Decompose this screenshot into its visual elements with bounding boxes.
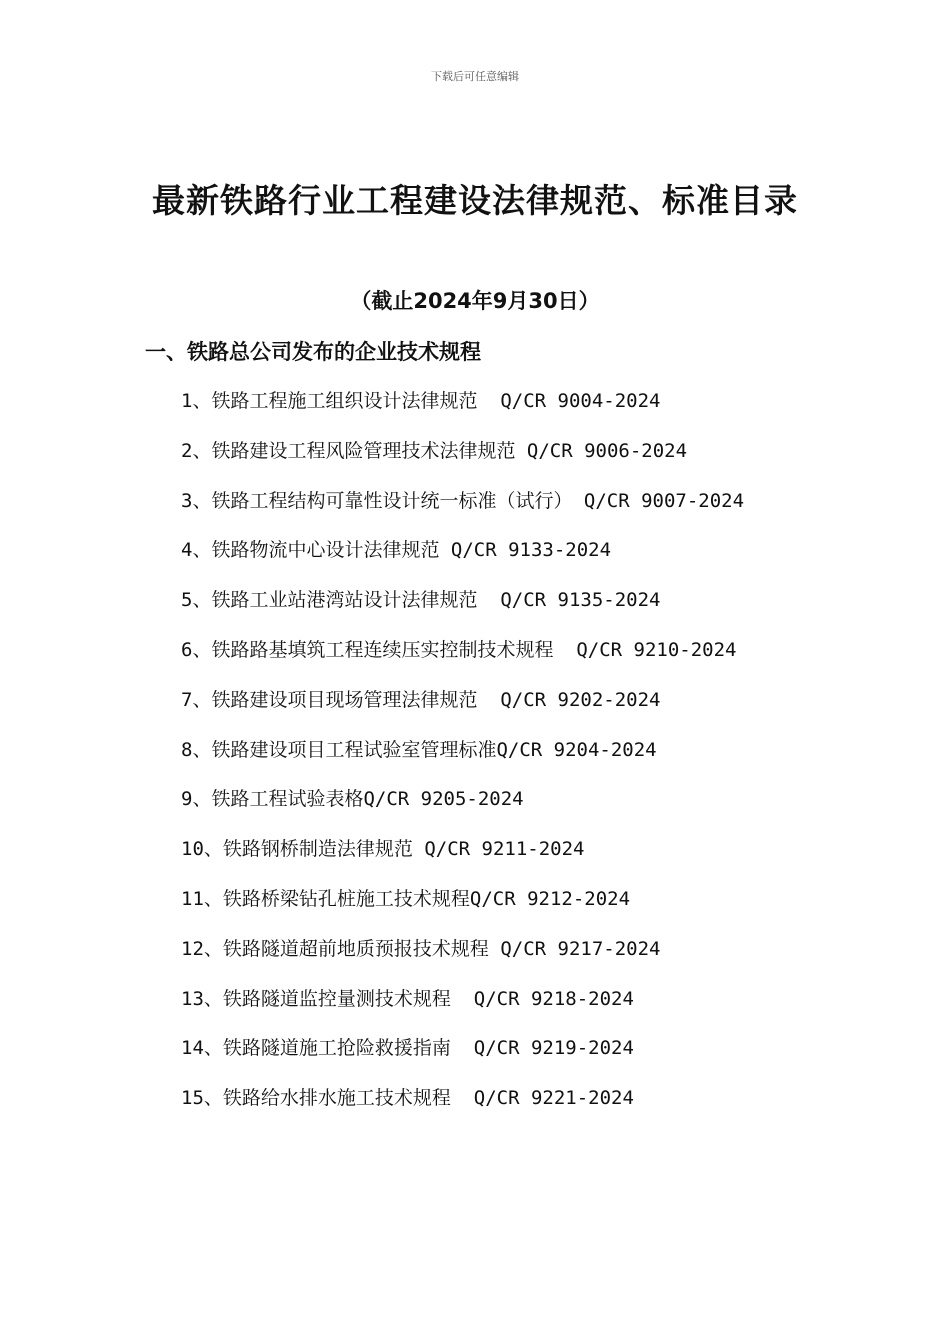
list-item: 9、铁路工程试验表格Q/CR 9205-2024	[181, 788, 524, 811]
list-item: 11、铁路桥梁钻孔桩施工技术规程Q/CR 9212-2024	[181, 887, 631, 910]
list-item: 2、铁路建设工程风险管理技术法律规范 Q/CR 9006-2024	[181, 439, 688, 462]
list-item: 5、铁路工业站港湾站设计法律规范 Q/CR 9135-2024	[181, 589, 661, 612]
page-header-note: 下载后可任意编辑	[431, 70, 519, 83]
list-item: 1、铁路工程施工组织设计法律规范 Q/CR 9004-2024	[181, 390, 661, 412]
list-item: 12、铁路隧道超前地质预报技术规程 Q/CR 9217-2024	[181, 937, 661, 960]
document-subtitle: （截止2024年9月30日）	[350, 289, 600, 313]
list-item: 15、铁路给水排水施工技术规程 Q/CR 9221-2024	[181, 1087, 634, 1110]
list-item: 7、铁路建设项目现场管理法律规范 Q/CR 9202-2024	[181, 688, 661, 711]
list-item: 6、铁路路基填筑工程连续压实控制技术规程 Q/CR 9210-2024	[181, 638, 737, 661]
list-item: 13、铁路隧道监控量测技术规程 Q/CR 9218-2024	[181, 987, 634, 1010]
list-item: 3、铁路工程结构可靠性设计统一标准（试行） Q/CR 9007-2024	[181, 489, 745, 512]
document-title: 最新铁路行业工程建设法律规范、标准目录	[152, 181, 798, 220]
list-item: 10、铁路钢桥制造法律规范 Q/CR 9211-2024	[181, 838, 585, 861]
list-item: 8、铁路建设项目工程试验室管理标准Q/CR 9204-2024	[181, 738, 657, 761]
section-heading: 一、铁路总公司发布的企业技术规程	[145, 340, 481, 364]
list-item: 14、铁路隧道施工抢险救援指南 Q/CR 9219-2024	[181, 1037, 634, 1060]
standards-list	[145, 377, 805, 1124]
list-item: 4、铁路物流中心设计法律规范 Q/CR 9133-2024	[181, 539, 612, 562]
